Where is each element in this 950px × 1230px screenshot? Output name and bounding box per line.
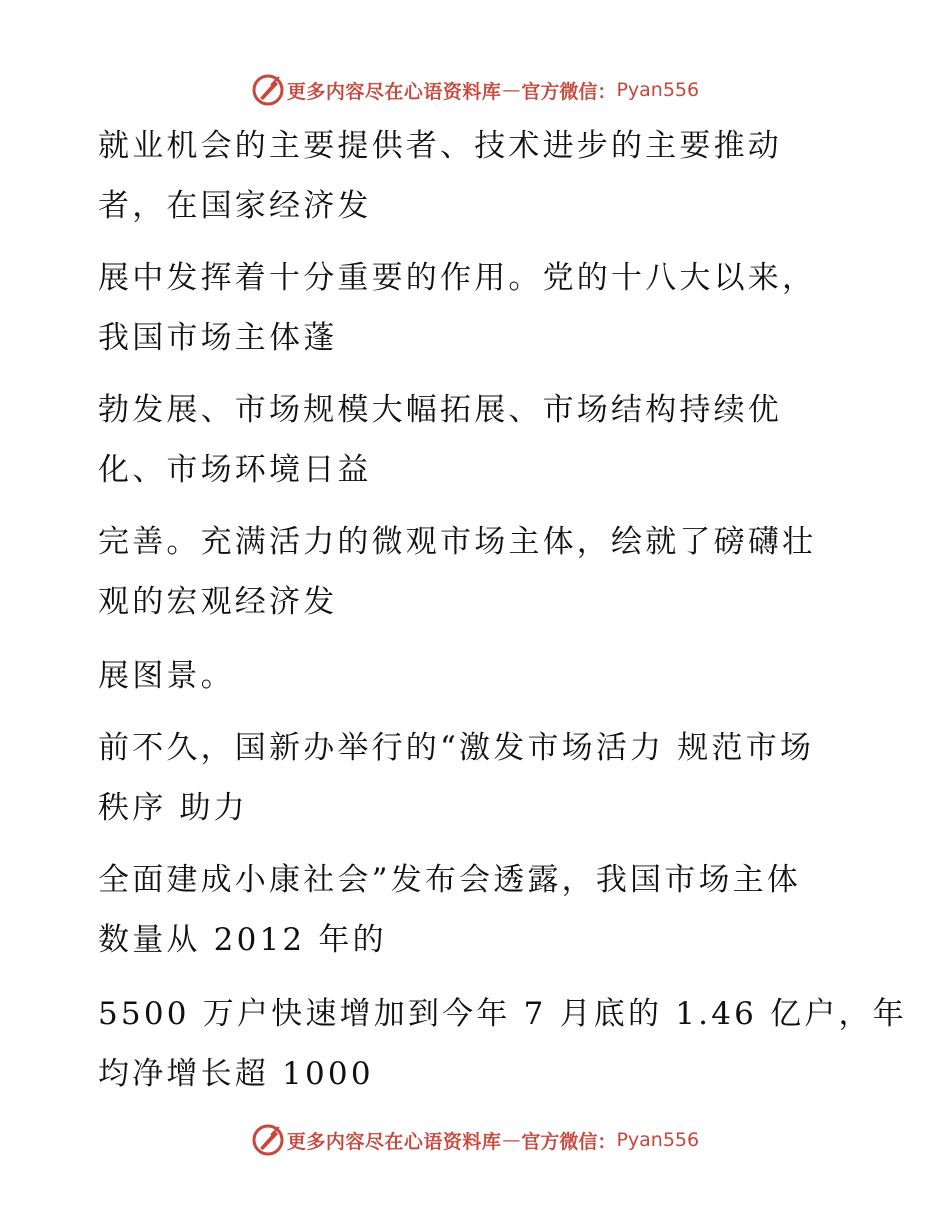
header-banner [0,70,950,110]
quill-pen-logo-icon [251,1123,285,1157]
banner-dash: — [502,79,521,101]
body-line: 化、市场环境日益 [98,452,372,488]
banner-label: 官方微信： [521,1130,617,1153]
body-line: 完善。充满活力的微观市场主体，绘就了磅礴壮 [98,524,817,560]
body-line: 观的宏观经济发 [98,584,338,620]
body-line: 5500 万户快速增加到今年 7 月底的 1.46 亿户，年 [98,996,907,1032]
quill-pen-logo-icon [251,73,285,107]
body-line: 均净增长超 1000 [98,1056,374,1092]
body-line: 数量从 2012 年的 [98,922,387,958]
body-line: 勃发展、市场规模大幅拓展、市场结构持续优 [98,392,782,428]
body-line: 就业机会的主要提供者、技术进步的主要推动 [98,128,782,164]
banner-dash: — [502,1129,521,1151]
banner-title: 更多内容尽在心语资料库 [286,80,502,103]
body-line: 我国市场主体蓬 [98,320,338,356]
banner-label: 官方微信： [521,80,617,103]
body-line: 秩序 助力 [98,790,248,826]
banner-account: Pyan556 [616,79,700,101]
banner-title: 更多内容尽在心语资料库 [286,1130,502,1153]
body-line: 全面建成小康社会”发布会透露，我国市场主体 [98,862,802,898]
body-line: 展图景。 [98,658,235,694]
footer-banner [0,1120,950,1160]
body-line: 者，在国家经济发 [98,188,372,224]
body-line: 前不久，国新办举行的“激发市场活力 规范市场 [98,730,815,766]
banner-account: Pyan556 [616,1129,700,1151]
body-line: 展中发挥着十分重要的作用。党的十八大以来， [98,260,817,296]
